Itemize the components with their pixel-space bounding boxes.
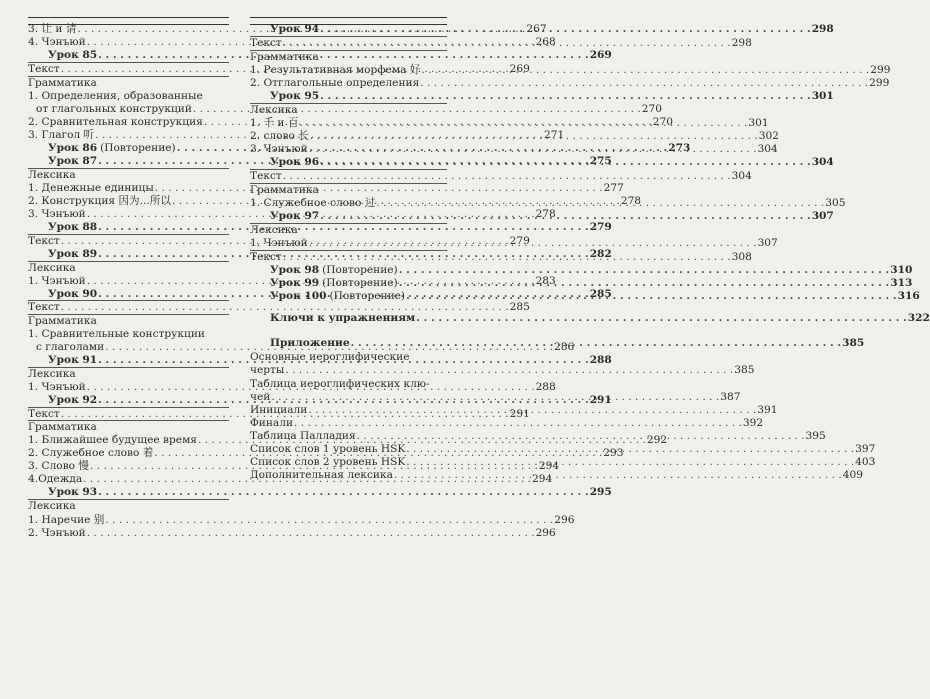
page-number: 308: [731, 251, 752, 263]
toc-entry[interactable]: [28, 169, 229, 182]
page-number: 292: [646, 434, 668, 446]
toc-entry-title: Текст: [250, 170, 282, 182]
page-number: 301: [748, 117, 769, 129]
page-number: 278: [620, 195, 642, 207]
toc-lesson-entry[interactable]: [250, 90, 834, 103]
toc-entry-title: Урок 93: [48, 486, 98, 498]
toc-entry-title: 3. Глагол 听: [28, 129, 95, 141]
toc-entry-title: Текст: [28, 301, 60, 313]
toc-entry-title: с глаголами: [36, 341, 105, 353]
page-number: 385: [842, 337, 865, 349]
dot-leader: [283, 170, 731, 183]
toc-entry[interactable]: [28, 500, 229, 513]
toc-entry-title: 2. Чэнъюй: [28, 527, 86, 539]
toc-entry-title: Урок 91: [48, 354, 98, 366]
dot-leader: [320, 156, 811, 169]
toc-lesson-entry[interactable]: [28, 486, 612, 499]
page-number: 298: [731, 37, 752, 49]
toc-entry[interactable]: [250, 378, 447, 391]
toc-entry-note: (Повторение): [322, 277, 398, 289]
toc-entry-title: Грамматика: [250, 51, 319, 63]
toc-entry[interactable]: [28, 527, 556, 540]
toc-entry[interactable]: [28, 514, 575, 527]
toc-entry-title: Урок 85: [48, 49, 98, 61]
page-number: 409: [842, 469, 863, 481]
dot-leader: [309, 143, 757, 156]
page-number: 279: [589, 221, 612, 233]
toc-entry-note: (Повторение): [322, 264, 398, 276]
toc-entry[interactable]: [28, 368, 229, 381]
page-number: 307: [757, 237, 778, 249]
page-number: 286: [554, 341, 575, 353]
toc-entry[interactable]: [250, 104, 447, 117]
toc-entry-title: Урок 97: [270, 210, 320, 222]
page-number: 283: [535, 275, 556, 287]
toc-entry-title: Текст: [250, 37, 282, 49]
page-number: 392: [742, 417, 764, 429]
page-number: 269: [589, 49, 612, 61]
toc-entry[interactable]: [250, 364, 755, 377]
toc-entry-title: 1. 千 и 百: [250, 117, 299, 129]
toc-entry[interactable]: [250, 184, 447, 197]
page-number: 304: [757, 143, 778, 155]
toc-entry-title: Урок 86: [48, 142, 98, 154]
toc-entry[interactable]: [250, 170, 752, 183]
page-number: 397: [855, 443, 876, 455]
dot-leader: [105, 514, 553, 527]
page-number: 291: [509, 408, 530, 420]
toc-entry-title: 2. Отглагольные определения: [250, 77, 420, 89]
toc-entry-title: Урок 96: [270, 156, 320, 168]
page-number: 299: [870, 64, 891, 76]
dot-leader: [416, 312, 907, 325]
toc-entry-title: Урок 87: [48, 155, 98, 167]
toc-lesson-entry[interactable]: [250, 312, 930, 325]
toc-entry-title: Финали: [250, 417, 294, 429]
toc-entry-title: 1. Денежные единицы: [28, 182, 154, 194]
page-number: 277: [603, 182, 624, 194]
toc-entry-title: Урок 100: [270, 290, 327, 302]
toc-entry-title: Урок 98: [270, 264, 320, 276]
toc-entry-title: Грамматика: [250, 184, 319, 196]
toc-entry-title: Урок 94: [270, 23, 320, 35]
toc-entry[interactable]: [250, 224, 447, 237]
dot-leader: [421, 64, 869, 77]
dot-leader: [308, 404, 756, 417]
toc-entry-title: Лексика: [250, 224, 298, 236]
dot-leader: [299, 117, 747, 130]
toc-entry-note: (Повторение): [329, 290, 406, 302]
dot-leader: [271, 391, 719, 404]
toc-entry-title: Грамматика: [28, 315, 97, 327]
toc-entry-title: Таблица иероглифических клю-: [250, 378, 430, 390]
toc-entry-title: Текст: [28, 63, 60, 75]
toc-entry-title: 4.Одежда: [28, 473, 83, 485]
page-number: 270: [641, 103, 662, 115]
toc-entry-title: Урок 92: [48, 394, 98, 406]
toc-entry-title: Основные иероглифические: [250, 351, 410, 363]
page-number: 282: [589, 248, 612, 260]
page-number: 403: [855, 456, 876, 468]
toc-entry-title: Текст: [28, 235, 60, 247]
dot-leader: [406, 443, 854, 456]
toc-entry-title: 2. Служебное слово 着: [28, 447, 154, 459]
dot-leader: [309, 237, 757, 250]
toc-entry-title: Инициали: [250, 404, 308, 416]
toc-entry-title: Лексика: [28, 500, 76, 512]
toc-entry-title: Текст: [28, 408, 60, 420]
page-number: 302: [758, 130, 779, 142]
toc-entry[interactable]: [28, 315, 229, 328]
page-number: 307: [811, 210, 834, 222]
dot-leader: [420, 77, 868, 90]
toc-entry-title: Ключи к упражнениям: [270, 312, 416, 324]
page-number: 279: [509, 235, 530, 247]
dot-leader: [320, 210, 811, 223]
toc-entry-title: 4. Чэнъюй: [28, 36, 86, 48]
page-number: 275: [589, 155, 612, 167]
page-number: 267: [526, 23, 547, 35]
toc-entry-title: 2. слово 长: [250, 130, 309, 142]
page-number: 268: [535, 36, 556, 48]
toc-entry-title: Грамматика: [28, 77, 97, 89]
toc-entry-title: Текст: [250, 251, 282, 263]
page-number: 304: [811, 156, 834, 168]
page-number: 294: [532, 473, 553, 485]
toc-entry-title: 1. Определения, образованные: [28, 90, 203, 102]
toc-entry-title: 1. Результативная морфема 好: [250, 64, 421, 76]
toc-entry-title: Урок 99: [270, 277, 320, 289]
toc-entry-title: 1. Сравнительные конструкции: [28, 328, 205, 340]
page-number: 296: [535, 527, 556, 539]
toc-entry[interactable]: [250, 51, 447, 64]
dot-leader: [98, 486, 589, 499]
toc-entry-note: (Повторение): [100, 142, 176, 154]
toc-entry[interactable]: [28, 90, 229, 103]
dot-leader: [320, 90, 811, 103]
page-number: 285: [509, 301, 530, 313]
toc-entry-title: 1. Ближайшее будущее время: [28, 434, 197, 446]
page-number: 295: [589, 486, 612, 498]
dot-leader: [310, 130, 758, 143]
toc-entry-title: 3. Чэнъюй: [250, 143, 308, 155]
toc-entry-title: Урок 88: [48, 221, 98, 233]
toc-entry[interactable]: [28, 301, 530, 314]
page-number: 304: [731, 170, 752, 182]
toc-entry-title: Грамматика: [28, 421, 97, 433]
toc-entry[interactable]: [250, 351, 447, 364]
page-number: 305: [825, 197, 846, 209]
toc-entry[interactable]: [250, 417, 764, 430]
toc-entry-title: 3. 让 и 请: [28, 23, 77, 35]
dot-leader: [283, 251, 731, 264]
toc-entry-title: Урок 90: [48, 288, 98, 300]
page-number: 299: [869, 77, 890, 89]
page-number: 395: [805, 430, 826, 442]
dot-leader: [351, 337, 842, 350]
toc-entry-title: Список слов 1 уровень HSK: [250, 443, 406, 455]
toc-entry[interactable]: [28, 262, 229, 275]
toc-entry-title: Лексика: [28, 368, 76, 380]
dot-leader: [357, 430, 805, 443]
page-number: 269: [509, 63, 530, 75]
dot-leader: [376, 197, 824, 210]
toc-entry-title: 1. Наречие 别: [28, 514, 105, 526]
toc-entry[interactable]: [28, 421, 229, 434]
page-number: 322: [907, 312, 930, 324]
page-number: 391: [757, 404, 778, 416]
toc-entry[interactable]: [28, 77, 229, 90]
toc-entry-title: 2. Конструкция 因为...所以: [28, 195, 171, 207]
page-number: 293: [603, 447, 624, 459]
toc-entry[interactable]: [250, 77, 890, 90]
toc-entry-title: Урок 89: [48, 248, 98, 260]
page-number: 271: [544, 129, 565, 141]
page-number: 273: [668, 142, 691, 154]
page-number: 301: [811, 90, 834, 102]
toc-entry-title: Дополнительная лексика: [250, 469, 393, 481]
toc-entry-title: 1. Чэнъюй: [250, 237, 308, 249]
page-number: 288: [535, 381, 556, 393]
toc-entry-title: Таблица Палладия: [250, 430, 356, 442]
page-number: 270: [652, 116, 673, 128]
toc-entry-title: 1. Чэнъюй: [28, 381, 86, 393]
dot-leader: [399, 264, 890, 277]
toc-entry-title: Лексика: [28, 169, 76, 181]
toc-entry-title: черты: [250, 364, 285, 376]
page-number: 316: [897, 290, 920, 302]
dot-leader: [283, 37, 731, 50]
dot-leader: [285, 364, 733, 377]
dot-leader: [394, 469, 842, 482]
page-number: 387: [720, 391, 741, 403]
toc-entry-title: 3. Чэнъюй: [28, 208, 86, 220]
page-number: 298: [811, 23, 834, 35]
toc-entry[interactable]: [28, 328, 229, 341]
page-number: 385: [734, 364, 755, 376]
dot-leader: [87, 527, 535, 540]
dot-leader: [294, 417, 742, 430]
toc-entry-title: Приложение: [270, 337, 350, 349]
toc-entry-title: 2. Сравнительная конструкция: [28, 116, 203, 128]
page-number: 285: [589, 288, 612, 300]
dot-leader: [406, 456, 854, 469]
toc-entry-title: Лексика: [250, 104, 298, 116]
toc-entry-title: чей: [250, 391, 271, 403]
toc-entry-title: Лексика: [28, 262, 76, 274]
dot-leader: [406, 290, 897, 303]
page-number: 313: [890, 277, 913, 289]
page-number: 294: [538, 460, 560, 472]
page-number: 288: [589, 354, 612, 366]
toc-lesson-entry[interactable]: [250, 264, 913, 277]
toc-entry-title: от глагольных конструкций: [36, 103, 192, 115]
page-number: 278: [535, 208, 556, 220]
toc-entry-title: Урок 95: [270, 90, 320, 102]
page-number: 291: [589, 394, 612, 406]
toc-entry-title: 3. Слово 慢: [28, 460, 89, 472]
toc-entry-title: 1. Служебное слово 过: [250, 197, 376, 209]
toc-entry-title: Список слов 2 уровень HSK: [250, 456, 406, 468]
toc-entry-title: 1. Чэнъюй: [28, 275, 86, 287]
dot-leader: [320, 23, 811, 36]
dot-leader: [399, 277, 890, 290]
page-number: 296: [554, 514, 575, 526]
page-number: 310: [890, 264, 913, 276]
